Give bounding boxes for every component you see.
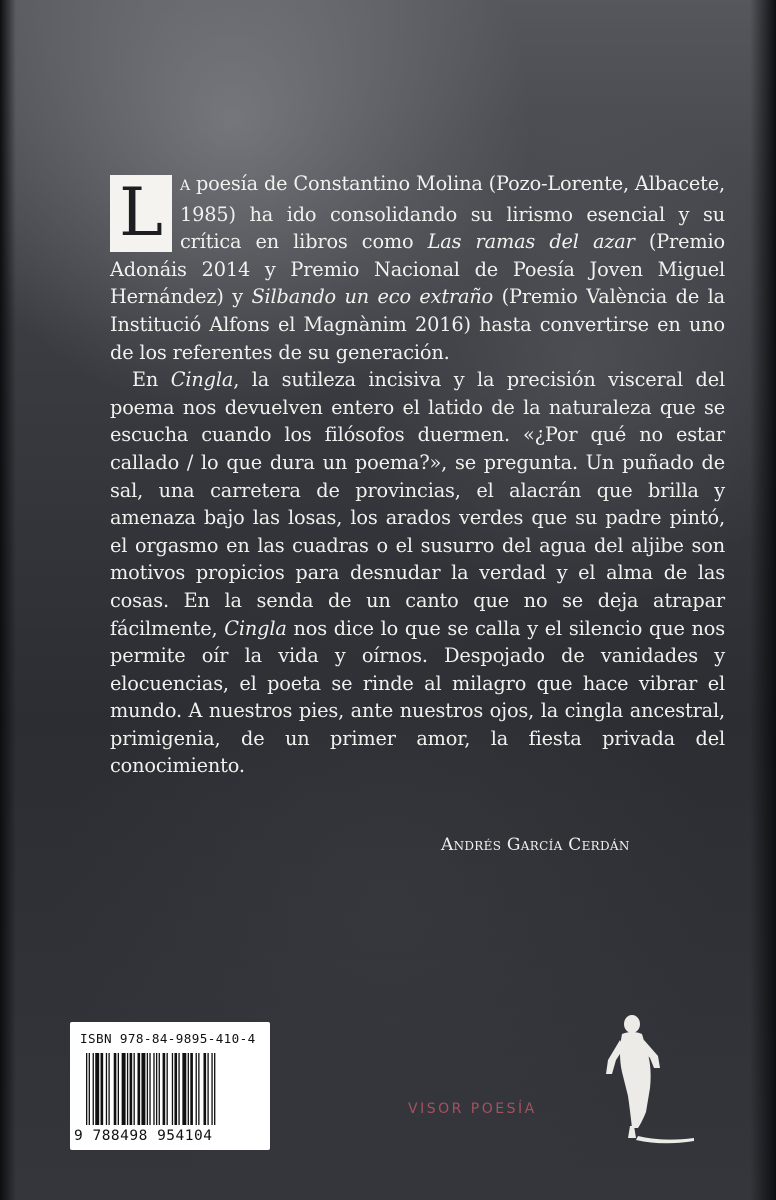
barcode-bar (159, 1053, 160, 1125)
barcode-bar (114, 1053, 117, 1125)
barcode-bar (137, 1053, 140, 1125)
paragraph-1-text-b: (Premio Adonáis 2014 y Premio Nacional de Poesía Joven Miguel Hernández) y (110, 230, 725, 309)
isbn-label: ISBN 978-84-9895-410-4 (80, 1031, 256, 1046)
book-title-cingla-2: Cingla (224, 616, 287, 640)
barcode-bar (141, 1053, 145, 1125)
barcode-bar (122, 1053, 126, 1125)
barcode-bar (95, 1053, 99, 1125)
cover-edge-left (0, 0, 16, 1200)
barcode-bar (156, 1053, 157, 1125)
barcode-bar (86, 1053, 87, 1125)
barcode-bar (207, 1053, 208, 1125)
blurb-paragraph-2 (110, 366, 725, 780)
barcode-bar (172, 1053, 173, 1125)
barcode-bar (198, 1053, 199, 1125)
author-signature: Andrés García Cerdán (441, 835, 630, 855)
barcode-bar (118, 1053, 119, 1125)
barcode-bar (196, 1053, 197, 1125)
barcode-bar (188, 1053, 189, 1125)
cover-edge-right (750, 0, 776, 1200)
figure-silhouette-icon (592, 1010, 696, 1150)
barcode-bars (86, 1053, 266, 1125)
barcode-bar (101, 1053, 104, 1125)
barcode-bar (178, 1053, 179, 1125)
barcode-bar (89, 1053, 90, 1125)
barcode-bar (106, 1053, 107, 1125)
paragraph-2-text-b: , la sutileza incisiva y la precisión visceral del poema nos devuelven entero el latido de la naturaleza que se escucha cuando los filósofos duermen. «¿Por qué no estar callado / lo que dura un poema?», se pregunta. Un puñado de sal, una carretera de provincias, el alacrán que brilla y amenaza bajo las losas, los arados verdes que su padre pintó, el orgasmo en las cuadras o el susurro del agua del aljibe son motivos propicios para desnudar la verdad y el alma de las cosas. En la senda de un canto que no se deja atrapar fácilmente, (110, 368, 725, 640)
barcode-bar (130, 1053, 133, 1125)
blurb-text (110, 170, 725, 780)
barcode-bar (190, 1053, 193, 1125)
paragraph-2-text-a: En (132, 368, 171, 392)
paragraph-1-text-c: (Premio València de la Institució Alfons el Magnànim 2016) hasta convertirse en uno de los referentes de su generación. (110, 285, 725, 364)
barcode-bar (163, 1053, 166, 1125)
barcode-bar (153, 1053, 154, 1125)
barcode-bar (203, 1053, 206, 1125)
barcode-number: 9 788498 954104 (74, 1128, 213, 1144)
barcode-bar (147, 1053, 148, 1125)
barcode-bar (174, 1053, 177, 1125)
paragraph-2-text-c: nos dice lo que se calla y el silencio que nos permite oír la vida y oírnos. Despojado de vanidades y elocuencias, el poeta se rinde al milagro que hace vibrar el mundo. A nuestros pies, ante nuestros ojos, la cingla ancestral, primigenia, de un primer amor, la fiesta privada del conocimiento. (110, 616, 725, 778)
book-title-2: Silbando un eco extraño (251, 285, 494, 309)
drop-cap: L (110, 175, 172, 252)
lead-letter: A (180, 178, 190, 194)
barcode-bar (214, 1053, 215, 1125)
barcode-bar (149, 1053, 150, 1125)
barcode-bar (211, 1053, 212, 1125)
isbn-barcode (70, 1022, 270, 1150)
barcode-bar (182, 1053, 186, 1125)
barcode-bar (108, 1053, 109, 1125)
book-title-cingla-1: Cingla (170, 368, 234, 392)
paragraph-1-text-a: poesía de Constantino Molina (Pozo-Lorente, Albacete, 1985) ha ido consolidando su lirismo esencial y su crítica en libros como (180, 172, 725, 254)
barcode-bar (167, 1053, 168, 1125)
book-title-1: Las ramas del azar (427, 230, 635, 254)
barcode-bar (127, 1053, 128, 1125)
blurb-paragraph-1 (110, 170, 725, 366)
barcode-bar (93, 1053, 94, 1125)
barcode-bar (134, 1053, 135, 1125)
publisher-name: VISOR POESÍA (408, 1101, 537, 1117)
